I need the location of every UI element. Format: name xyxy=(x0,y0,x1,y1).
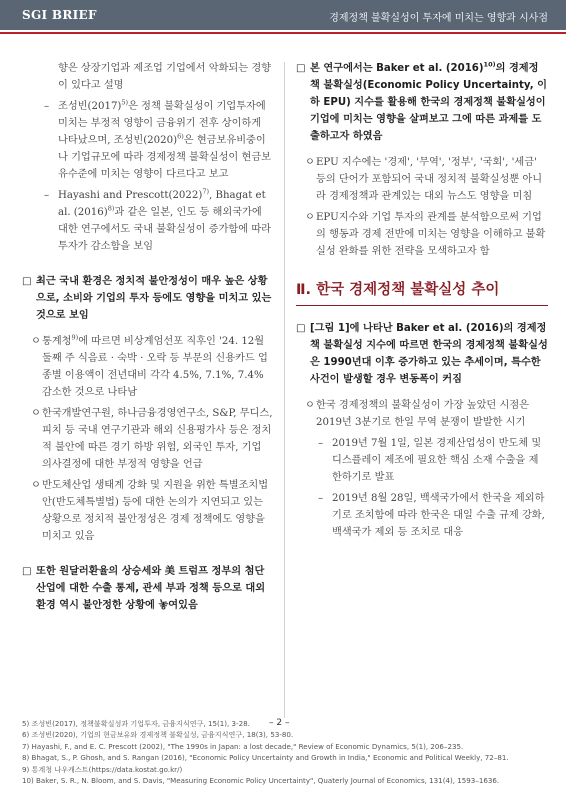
circle-item-statistics xyxy=(22,333,274,401)
footnote-ref[interactable]: 6) xyxy=(177,132,184,141)
footnote: 6) 조성빈(2020), 기업의 현금보유와 경제정책 불확실성, 금융지식연구, 18(3), 53-80. xyxy=(22,730,294,740)
footnote: 10) Baker, S. R., N. Bloom, and S. Davis, "Measuring Economic Policy Uncertainty", Quaterly Journal of Economics, 131(4), 1593–1636. xyxy=(22,776,500,786)
circle-marker: ㅇ xyxy=(305,400,315,411)
square-text: 본 연구에서는 Baker et al. (2016) xyxy=(310,63,484,74)
column-divider xyxy=(284,62,285,722)
dash-text: , Bhagat et al. (2016) xyxy=(58,190,266,218)
paragraph-continuation: 향은 상장기업과 제조업 기업에서 악화되는 경향이 있다고 설명 xyxy=(58,63,272,91)
footnotes xyxy=(22,718,552,786)
circle-marker: ㅇ xyxy=(31,408,41,419)
dash-text: 은 정책 불확실성이 기업투자에 미치는 부정적 영향이 금융위기 전후 상이하게 나타났으며, 조성빈(2020) xyxy=(58,101,266,146)
dash-item-july-2019 xyxy=(296,435,548,486)
footnote-ref[interactable]: 5) xyxy=(121,98,129,107)
right-column xyxy=(296,60,548,541)
circle-marker: ㅇ xyxy=(31,480,41,491)
footnote: 5) 조성빈(2017), 정책불확실성과 기업투자, 금융지식연구, 15(1), 3-28. xyxy=(22,719,250,728)
footnote-ref[interactable]: 8) xyxy=(107,204,115,213)
dash-text: 과 같은 일본, 인도 등 해외국가에 대한 연구에서도 국내 불확실성이 증가함에 따라 투자가 감소함을 보임 xyxy=(58,207,272,252)
dash-marker: – xyxy=(318,493,324,504)
square-text: 의 경제정책 불확실성(Economic Policy Uncertainty, 이하 EPU) 지수를 활용해 한국의 경제정책 불확실성이 기업에 미치는 영향을 살펴보고 그에 따른 과제를 도출하고자 하였음 xyxy=(310,63,547,142)
footnote: 8) Bhagat, S., P. Ghosh, and S. Rangan (2016), "Economic Policy Uncertainty and Growth in India," Economic and Political Weekly, 72–81. xyxy=(22,753,509,763)
header-accent-line xyxy=(0,32,566,34)
document-title: 경제정책 불확실성이 투자에 미치는 영향과 시사점 xyxy=(329,13,548,24)
circle-text: 한국개발연구원, 하나금융경영연구소, S&P, 무디스, 피치 등 국내 연구기관과 해외 신용평가사 등은 정치적 불안에 따른 경기 하방 위험, 외국인 투자, 기업 의사결정에 대한 부정적 영향을 언급 xyxy=(42,408,273,470)
footnote: 7) Hayashi, F., and E. C. Prescott (2002), "The 1990s in Japan: a lost decade," Review of Economic Dynamics, 5(1), 206–235. xyxy=(22,741,464,751)
square-bullet-epu-trend: □ [그림 1]에 나타난 Baker et al. (2016)의 경제정책 불확실성 지수에 따르면 한국의 경제정책 불확실성은 1990년대 이후 증가하고 있는 추세이며, 특수한 사건이 발생할 경우 변동폭이 커짐 xyxy=(296,320,548,388)
footnote-ref[interactable]: 10) xyxy=(483,60,496,69)
circle-marker: ㅇ xyxy=(305,157,315,168)
section-heading: Ⅱ. 한국 경제정책 불확실성 추이 xyxy=(296,278,548,306)
circle-item-epu-investment xyxy=(296,209,548,260)
dash-item-august-2019 xyxy=(296,490,548,541)
circle-text: 통계청 xyxy=(42,336,72,347)
dash-text: 은 현금보유비중이나 기업규모에 따라 경제정책 불확실성이 현금보유수준에 미치는 영향이 다르다고 보고 xyxy=(58,135,272,180)
left-column xyxy=(22,60,274,614)
dash-item-cho xyxy=(22,98,274,183)
dash-marker: – xyxy=(44,101,50,112)
circle-text: 반도체산업 생태계 강화 및 지원을 위한 특별조치법안(반도체특별법) 등에 대한 논의가 지연되고 있는 상황으로 정치적 불안정성은 경제 정책에도 영향을 미치고 있음 xyxy=(42,480,269,542)
dash-marker: – xyxy=(318,438,324,449)
square-bullet-external-environment: □ 또한 원달러환율의 상승세와 美 트럼프 정부의 첨단 산업에 대한 수출 통제, 관세 부과 정책 등으로 대외 환경 역시 불안정한 상황에 놓여있음 xyxy=(22,563,274,614)
brand-label: SGI BRIEF xyxy=(22,8,97,22)
square-bullet-political-instability: □ 최근 국내 환경은 정치적 불안정성이 매우 높은 상황으로, 소비와 기업의 투자 등에도 영향을 미치고 있는 것으로 보임 xyxy=(22,273,274,324)
circle-item-peak-2019 xyxy=(296,397,548,431)
circle-item-research-institutes xyxy=(22,405,274,473)
circle-marker: ㅇ xyxy=(305,212,315,223)
dash-marker: – xyxy=(44,190,50,201)
footnote-ref[interactable]: 7) xyxy=(202,187,210,196)
footnote: 9) 통계청 나우캐스트(https://data.kostat.go.kr/) xyxy=(22,764,183,774)
footnote-ref[interactable]: 9) xyxy=(71,333,79,342)
circle-text: 에 따르면 비상계엄선포 직후인 '24. 12월 둘째 주 식음료 · 숙박 · 오락 등 부문의 신용카드 업종별 이용액이 전년대비 각각 4.5%, 7.1%, 7.4% 감소한 것으로 나타남 xyxy=(42,336,268,398)
square-bullet-study-purpose xyxy=(296,60,548,145)
circle-item-epu-words xyxy=(296,154,548,205)
dash-text: 2019년 7월 1일, 일본 경제산업성이 반도체 및 디스플레이 제조에 필요한 핵심 소재 수출을 제한하기로 발표 xyxy=(332,438,542,483)
circle-text: 한국 경제정책의 불확실성이 가장 높았던 시점은 2019년 3분기로 한일 무역 분쟁이 발발한 시기 xyxy=(316,400,530,428)
dash-text: 2019년 8월 28일, 백색국가에서 한국을 제외하기로 조치함에 따라 한국은 대일 수출 규제 강화, 백색국가 제외 등 조치로 대응 xyxy=(332,493,545,538)
circle-text: EPU 지수에는 '경제', '무역', '정부', '국회', '세금' 등의 단어가 포함되어 국내 정치적 불확실성뿐 아니라 경제정책과 관계있는 대외 뉴스도 영향을 미침 xyxy=(316,157,543,202)
circle-marker: ㅇ xyxy=(31,336,41,347)
dash-text: 조성빈(2017) xyxy=(58,101,122,112)
dash-item-hayashi xyxy=(22,187,274,255)
circle-text: EPU지수와 기업 투자의 관계를 분석함으로써 기업의 행동과 경제 전반에 미치는 영향을 이해하고 불확실성 완화를 위한 전략을 모색하고자 함 xyxy=(316,212,546,257)
page-number: – 2 – xyxy=(266,718,292,728)
page-header xyxy=(0,0,566,30)
circle-item-semiconductor-act xyxy=(22,477,274,545)
dash-text: Hayashi and Prescott(2022) xyxy=(58,190,203,201)
